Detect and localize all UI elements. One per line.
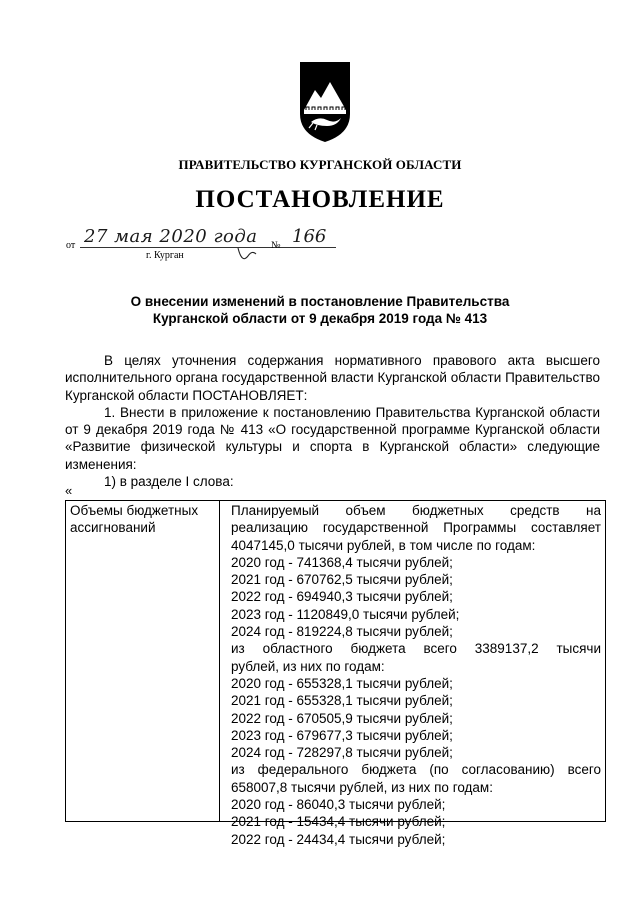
city-label: г. Курган bbox=[146, 250, 184, 261]
signature-mark-icon bbox=[234, 242, 274, 268]
budget-line: 2021 год - 15434,4 тысячи рублей; bbox=[231, 814, 446, 830]
government-name: ПРАВИТЕЛЬСТВО КУРГАНСКОЙ ОБЛАСТИ bbox=[178, 157, 462, 172]
document-type-heading: ПОСТАНОВЛЕНИЕ bbox=[195, 186, 445, 213]
budget-line: из областного бюджета всего 3389137,2 тысячи bbox=[231, 641, 601, 657]
table-right-cell bbox=[220, 501, 606, 848]
budget-line: 2020 год - 655328,1 тысячи рублей; bbox=[231, 675, 453, 691]
budget-line: 2023 год - 679677,3 тысячи рублей; bbox=[231, 727, 453, 743]
document-body bbox=[65, 352, 600, 490]
budget-line: 2024 год - 728297,8 тысячи рублей; bbox=[231, 745, 453, 761]
handwritten-date: 27 мая 2020 года bbox=[84, 226, 258, 247]
budget-line: Планируемый объем бюджетных средств на bbox=[231, 503, 601, 518]
budget-table bbox=[65, 500, 606, 847]
table-left-cell: Объемы бюджетных ассигнований bbox=[66, 501, 220, 821]
budget-line: 2021 год - 670762,5 тысячи рублей; bbox=[231, 572, 453, 588]
budget-line: 2024 год - 819224,8 тысячи рублей; bbox=[231, 624, 453, 640]
opening-quote-mark: « bbox=[65, 483, 73, 498]
budget-line: 2022 год - 694940,3 тысячи рублей; bbox=[231, 589, 453, 605]
coat-of-arms-icon bbox=[297, 60, 353, 144]
budget-line: 2020 год - 86040,3 тысячи рублей; bbox=[231, 797, 446, 813]
budget-line: 658007,8 тысячи рублей, из них по годам: bbox=[231, 779, 493, 795]
budget-line: 2022 год - 670505,9 тысячи рублей; bbox=[231, 710, 453, 726]
number-label: № bbox=[271, 240, 281, 251]
budget-line: из федерального бюджета (по согласованию) всего bbox=[231, 762, 601, 778]
item-1-paragraph: 1. Внести в приложение к постановлению Правительства Курганской области от 9 декабря 2019 года № 413 «О государственной программе Курганской области «Развитие физической культуры и спорта в Курганской области» следующие изменения: bbox=[65, 404, 600, 472]
budget-line: 2022 год - 24434,4 тысячи рублей; bbox=[231, 831, 446, 847]
document-title bbox=[0, 293, 640, 327]
number-underline bbox=[288, 247, 336, 248]
budget-line: 2020 год - 741368,4 тысячи рублей; bbox=[231, 554, 453, 570]
dateline bbox=[66, 228, 356, 268]
budget-line: 2021 год - 655328,1 тысячи рублей; bbox=[231, 693, 453, 709]
date-from-label: от bbox=[66, 240, 76, 251]
title-line-1: О внесении изменений в постановление Правительства bbox=[130, 294, 510, 309]
budget-line: 2023 год - 1120849,0 тысячи рублей; bbox=[231, 606, 460, 622]
budget-line: 4047145,0 тысячи рублей, в том числе по годам: bbox=[231, 537, 536, 553]
date-underline bbox=[80, 247, 320, 248]
budget-line: рублей, из них по годам: bbox=[231, 658, 385, 674]
subitem-1-paragraph: 1) в разделе I слова: bbox=[104, 474, 234, 490]
title-line-2: Курганской области от 9 декабря 2019 года № 413 bbox=[152, 311, 488, 326]
budget-line: реализацию государственной Программы составляет bbox=[231, 520, 601, 536]
preamble-paragraph: В целях уточнения содержания нормативного правового акта высшего исполнительного органа государственной власти Курганской области Правительство Курганской области ПОСТАНОВЛЯЕТ: bbox=[65, 353, 600, 403]
handwritten-number: 166 bbox=[292, 226, 327, 247]
